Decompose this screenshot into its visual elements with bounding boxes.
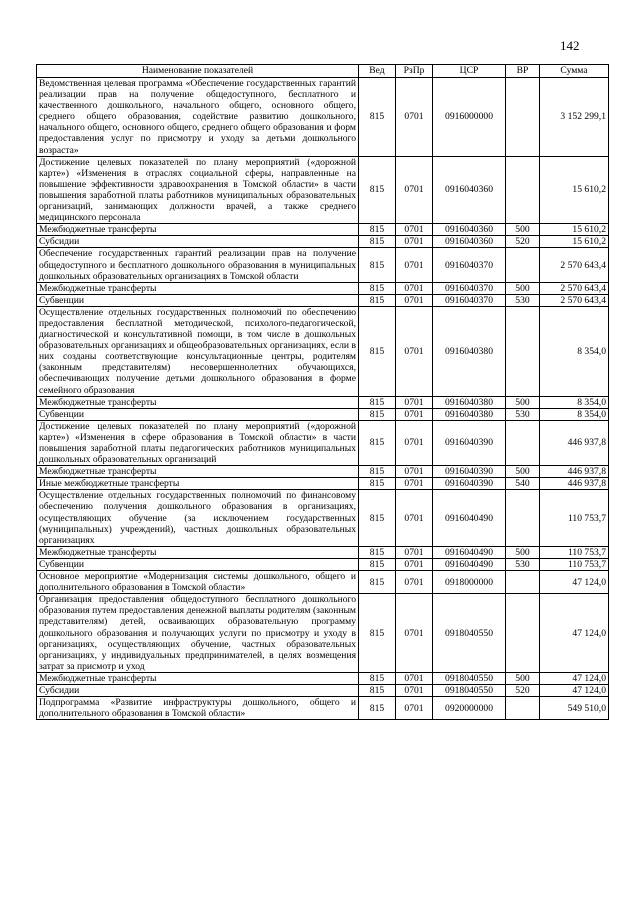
- row-csr: 0918040550: [433, 672, 506, 684]
- row-csr: 0916000000: [433, 78, 506, 157]
- row-csr: 0918000000: [433, 571, 506, 594]
- row-vr: 500: [506, 396, 540, 408]
- row-rzpr: 0701: [396, 408, 433, 420]
- row-vr: [506, 306, 540, 396]
- header-csr: ЦСР: [433, 65, 506, 78]
- row-sum: 2 570 643,4: [540, 248, 609, 282]
- row-ved: 815: [359, 294, 396, 306]
- row-rzpr: 0701: [396, 466, 433, 478]
- row-ved: 815: [359, 684, 396, 696]
- table-row: [37, 558, 609, 570]
- row-sum: 47 124,0: [540, 672, 609, 684]
- row-sum: 2 570 643,4: [540, 294, 609, 306]
- row-rzpr: 0701: [396, 558, 433, 570]
- header-sum: Сумма: [540, 65, 609, 78]
- table-row: [37, 466, 609, 478]
- row-vr: [506, 420, 540, 465]
- row-name: Субвенции: [37, 558, 359, 570]
- row-name: Межбюджетные трансферты: [37, 672, 359, 684]
- row-rzpr: 0701: [396, 594, 433, 673]
- table-row: [37, 420, 609, 465]
- row-rzpr: 0701: [396, 156, 433, 224]
- row-name: Основное мероприятие «Модернизация системы дошкольного, общего и дополнительного образования в Томской области»: [37, 571, 359, 594]
- row-vr: 530: [506, 558, 540, 570]
- row-sum: 8 354,0: [540, 396, 609, 408]
- row-csr: 0916040490: [433, 546, 506, 558]
- row-sum: 8 354,0: [540, 306, 609, 396]
- row-name: Организация предоставления общедоступного бесплатного дошкольного образования путем предоставления денежной выплаты родителям (законным представителям) детей, осваивающих образовательную программу дошкольного образования и получающих услуги по присмотру и уходу в организациях, осуществляющих обучение, частных образовательных организациях, у индивидуальных предпринимателей, в целях возмещения затрат за присмотр и уход: [37, 594, 359, 673]
- table-row: [37, 306, 609, 396]
- row-ved: 815: [359, 466, 396, 478]
- row-vr: [506, 248, 540, 282]
- row-ved: 815: [359, 78, 396, 157]
- row-rzpr: 0701: [396, 294, 433, 306]
- row-rzpr: 0701: [396, 697, 433, 720]
- row-sum: 47 124,0: [540, 684, 609, 696]
- row-vr: [506, 156, 540, 224]
- row-sum: 47 124,0: [540, 571, 609, 594]
- table-row: [37, 478, 609, 490]
- row-name: Межбюджетные трансферты: [37, 466, 359, 478]
- table-row: [37, 408, 609, 420]
- row-sum: 15 610,2: [540, 224, 609, 236]
- row-vr: 500: [506, 466, 540, 478]
- row-ved: 815: [359, 306, 396, 396]
- row-sum: 446 937,8: [540, 420, 609, 465]
- page-number: 142: [560, 38, 580, 53]
- row-ved: 815: [359, 248, 396, 282]
- header-ved: Вед: [359, 65, 396, 78]
- row-vr: [506, 594, 540, 673]
- row-ved: 815: [359, 224, 396, 236]
- table-row: [37, 594, 609, 673]
- row-vr: 500: [506, 546, 540, 558]
- row-vr: 530: [506, 294, 540, 306]
- table-row: [37, 490, 609, 546]
- table-row: [37, 156, 609, 224]
- row-rzpr: 0701: [396, 396, 433, 408]
- table-row: [37, 282, 609, 294]
- row-name: Ведомственная целевая программа «Обеспечение государственных гарантий реализации прав на получение общедоступного, бесплатного и качественного дошкольного, начального общего, основного общего, среднего общего образования, содействие развитию дошкольного, начального общего, основного общего, среднего общего образования и форм предоставления услуг по присмотру и уходу за детьми дошкольного возраста»: [37, 78, 359, 157]
- table-row: [37, 684, 609, 696]
- row-sum: 549 510,0: [540, 697, 609, 720]
- header-vr: ВР: [506, 65, 540, 78]
- row-csr: 0916040360: [433, 224, 506, 236]
- row-csr: 0916040390: [433, 420, 506, 465]
- row-rzpr: 0701: [396, 672, 433, 684]
- table-body: [37, 78, 609, 720]
- row-rzpr: 0701: [396, 236, 433, 248]
- row-name: Осуществление отдельных государственных полномочий по обеспечению предоставления бесплатной методической, психолого-педагогической, диагностической и консультативной помощи, в том числе в дошкольных образовательных организациях и общеобразовательных организациях, если в них созданы соответствующие консультационные центры, родителям (законным представителям) несовершеннолетних обучающихся, обеспечивающих получение детьми дошкольного образования в форме семейного образования: [37, 306, 359, 396]
- row-vr: [506, 571, 540, 594]
- row-sum: 15 610,2: [540, 156, 609, 224]
- row-ved: 815: [359, 420, 396, 465]
- row-csr: 0916040390: [433, 466, 506, 478]
- row-ved: 815: [359, 282, 396, 294]
- row-name: Субсидии: [37, 684, 359, 696]
- row-rzpr: 0701: [396, 546, 433, 558]
- row-ved: 815: [359, 478, 396, 490]
- table-row: [37, 236, 609, 248]
- row-sum: 2 570 643,4: [540, 282, 609, 294]
- row-vr: 500: [506, 224, 540, 236]
- row-name: Обеспечение государственных гарантий реализации прав на получение общедоступного и бесплатного дошкольного образования в муниципальных дошкольных образовательных организациях в Томской области: [37, 248, 359, 282]
- row-rzpr: 0701: [396, 478, 433, 490]
- row-name: Межбюджетные трансферты: [37, 282, 359, 294]
- table-row: [37, 571, 609, 594]
- row-ved: 815: [359, 571, 396, 594]
- row-sum: 15 610,2: [540, 236, 609, 248]
- row-rzpr: 0701: [396, 78, 433, 157]
- row-ved: 815: [359, 697, 396, 720]
- row-name: Межбюджетные трансферты: [37, 224, 359, 236]
- row-csr: 0916040380: [433, 408, 506, 420]
- row-ved: 815: [359, 672, 396, 684]
- table-row: [37, 294, 609, 306]
- row-rzpr: 0701: [396, 224, 433, 236]
- table-row: [37, 697, 609, 720]
- row-name: Субсидии: [37, 236, 359, 248]
- table-row: [37, 78, 609, 157]
- row-ved: 815: [359, 408, 396, 420]
- row-csr: 0916040390: [433, 478, 506, 490]
- row-vr: 540: [506, 478, 540, 490]
- row-rzpr: 0701: [396, 282, 433, 294]
- header-rzpr: РзПр: [396, 65, 433, 78]
- row-vr: 500: [506, 672, 540, 684]
- row-name: Достижение целевых показателей по плану мероприятий («дорожной карте») «Изменения в сфере образования в Томской области» в части повышения заработной платы педагогических работников муниципальных дошкольных образовательных организаций: [37, 420, 359, 465]
- row-name: Межбюджетные трансферты: [37, 396, 359, 408]
- row-name: Подпрограмма «Развитие инфраструктуры дошкольного, общего и дополнительного образования в Томской области»: [37, 697, 359, 720]
- row-csr: 0916040380: [433, 306, 506, 396]
- row-name: Субвенции: [37, 408, 359, 420]
- row-rzpr: 0701: [396, 420, 433, 465]
- row-csr: 0918040550: [433, 684, 506, 696]
- row-ved: 815: [359, 236, 396, 248]
- row-csr: 0920000000: [433, 697, 506, 720]
- row-csr: 0916040380: [433, 396, 506, 408]
- row-ved: 815: [359, 156, 396, 224]
- row-rzpr: 0701: [396, 306, 433, 396]
- row-rzpr: 0701: [396, 490, 433, 546]
- row-rzpr: 0701: [396, 684, 433, 696]
- row-name: Иные межбюджетные трансферты: [37, 478, 359, 490]
- row-vr: [506, 78, 540, 157]
- row-vr: 530: [506, 408, 540, 420]
- row-ved: 815: [359, 594, 396, 673]
- row-ved: 815: [359, 490, 396, 546]
- row-name: Межбюджетные трансферты: [37, 546, 359, 558]
- budget-table: [36, 64, 609, 720]
- row-sum: 47 124,0: [540, 594, 609, 673]
- row-sum: 110 753,7: [540, 546, 609, 558]
- row-name: Субвенции: [37, 294, 359, 306]
- row-csr: 0916040370: [433, 282, 506, 294]
- header-name: Наименование показателей: [37, 65, 359, 78]
- row-csr: 0918040550: [433, 594, 506, 673]
- row-csr: 0916040490: [433, 490, 506, 546]
- table-row: [37, 546, 609, 558]
- row-csr: 0916040370: [433, 248, 506, 282]
- row-rzpr: 0701: [396, 248, 433, 282]
- table-header-row: [37, 65, 609, 78]
- row-csr: 0916040370: [433, 294, 506, 306]
- row-sum: 110 753,7: [540, 558, 609, 570]
- row-sum: 3 152 299,1: [540, 78, 609, 157]
- row-sum: 110 753,7: [540, 490, 609, 546]
- table-row: [37, 224, 609, 236]
- row-sum: 446 937,8: [540, 478, 609, 490]
- row-vr: [506, 697, 540, 720]
- table-row: [37, 396, 609, 408]
- row-name: Достижение целевых показателей по плану мероприятий («дорожной карте») «Изменения в отраслях социальной сферы, направленные на повышение эффективности здравоохранения в Томской области» в части повышения заработной платы работников муниципальных образовательных организаций, занимающих должности врачей, а также среднего медицинского персонала: [37, 156, 359, 224]
- row-csr: 0916040490: [433, 558, 506, 570]
- row-ved: 815: [359, 558, 396, 570]
- row-ved: 815: [359, 546, 396, 558]
- row-csr: 0916040360: [433, 156, 506, 224]
- row-vr: 520: [506, 684, 540, 696]
- row-sum: 8 354,0: [540, 408, 609, 420]
- row-sum: 446 937,8: [540, 466, 609, 478]
- row-csr: 0916040360: [433, 236, 506, 248]
- row-ved: 815: [359, 396, 396, 408]
- row-vr: 500: [506, 282, 540, 294]
- row-vr: 520: [506, 236, 540, 248]
- table-row: [37, 248, 609, 282]
- row-name: Осуществление отдельных государственных полномочий по финансовому обеспечению получения дошкольного образования в организациях, осуществляющих обучение (за исключением государственных (муниципальных) учреждений), частных дошкольных образовательных организациях: [37, 490, 359, 546]
- row-rzpr: 0701: [396, 571, 433, 594]
- row-vr: [506, 490, 540, 546]
- table-row: [37, 672, 609, 684]
